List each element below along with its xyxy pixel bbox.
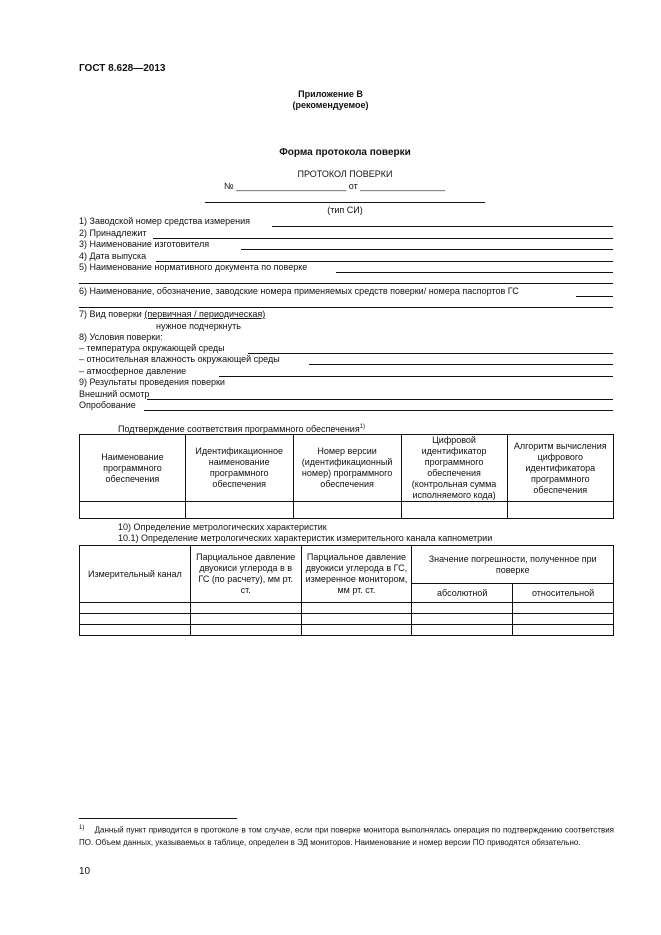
col-header-measured-pressure: Парциальное давление двуокиси углерода в ГС, измеренное монитором, мм рт. ст.	[301, 546, 412, 603]
field-results: 9) Результаты проведения поверки	[79, 377, 225, 387]
field-normative-doc: 5) Наименование нормативного документа по поверке	[79, 262, 308, 272]
table-cell[interactable]	[80, 603, 191, 614]
software-caption: Подтверждение соответствия программного обеспечения$^{1)}$	[118, 424, 366, 434]
field-testing: Опробование	[79, 400, 136, 410]
table-row	[80, 603, 614, 614]
field-pressure: – атмосферное давление	[79, 366, 187, 376]
field-normative-doc-line-2[interactable]	[79, 283, 613, 284]
field-temperature-line[interactable]	[248, 353, 613, 354]
field-verification-type-label: 7) Вид поверки	[79, 309, 145, 319]
field-pressure-line[interactable]	[219, 376, 613, 377]
col-header-abs: абсолютной	[412, 584, 513, 603]
field-owner: 2) Принадлежит	[79, 228, 147, 238]
col-header-rel: относительной	[513, 584, 614, 603]
si-type-caption: (тип СИ)	[327, 205, 363, 215]
table-cell[interactable]	[301, 603, 412, 614]
field-verification-means: 6) Наименование, обозначение, заводские номера применяемых средств поверки/ номера паспортов ГС	[79, 286, 519, 296]
document-header: ГОСТ 8.628—2013	[79, 63, 166, 74]
field-verification-means-line[interactable]	[576, 296, 613, 297]
field-serial-number: 1) Заводской номер средства измерения	[79, 216, 251, 226]
protocol-number-line: № ______________________ от _________________	[224, 181, 446, 191]
table-cell[interactable]	[301, 625, 412, 636]
table-cell[interactable]	[412, 625, 513, 636]
table-cell[interactable]	[190, 614, 301, 625]
footnote-ref: 1)	[359, 424, 366, 430]
table-cell[interactable]	[80, 614, 191, 625]
field-verification-type-hint: нужное подчеркнуть	[156, 321, 241, 331]
field-visual-inspection: Внешний осмотр	[79, 389, 150, 399]
table-cell[interactable]	[513, 603, 614, 614]
page-number: 10	[79, 866, 91, 877]
table-cell[interactable]	[507, 502, 613, 519]
field-testing-line[interactable]	[144, 410, 613, 411]
metrology-subtitle: 10.1) Определение метрологических характеристик измерительного канала капнометрии	[118, 533, 493, 543]
col-header-sw-name: Наименование программного обеспечения	[80, 435, 186, 502]
col-header-sw-checksum: Цифровой идентификатор программного обеспечения (контрольная сумма исполняемого кода)	[401, 435, 507, 502]
field-production-date: 4) Дата выпуска	[79, 251, 147, 261]
metrology-table	[79, 545, 614, 636]
table-row	[80, 625, 614, 636]
field-manufacturer: 3) Наименование изготовителя	[79, 239, 210, 249]
software-table	[79, 434, 614, 519]
table-header-row	[80, 435, 614, 502]
table-header-row	[80, 546, 614, 584]
field-verification-type	[79, 309, 265, 320]
field-temperature: – температура окружающей среды	[79, 343, 225, 353]
col-header-sw-algorithm: Алгоритм вычисления цифрового идентификатора программного обеспечения	[507, 435, 613, 502]
field-humidity: – относительная влажность окружающей среды	[79, 354, 280, 364]
table-cell[interactable]	[513, 614, 614, 625]
field-humidity-line[interactable]	[309, 364, 613, 365]
footnote	[79, 822, 614, 849]
col-header-sw-version: Номер версии (идентификационный номер) программного обеспечения	[293, 435, 401, 502]
col-header-sw-id-name: Идентификационное наименование программного обеспечения	[185, 435, 293, 502]
footnote-text: Данный пункт приводится в протоколе в том случае, если при поверке монитора выполнялась операция по подтверждению соответствия ПО. Объем данных, указываемых в таблице, определен в ЭД мониторов. Наименование и номер версии ПО приводятся обязательно.	[79, 825, 615, 847]
col-header-error: Значение погрешности, полученное при поверке	[412, 546, 614, 584]
table-row	[80, 502, 614, 519]
appendix-title: Приложение В	[298, 89, 363, 99]
table-cell[interactable]	[185, 502, 293, 519]
table-cell[interactable]	[401, 502, 507, 519]
field-owner-line[interactable]	[153, 238, 613, 239]
table-row	[80, 614, 614, 625]
protocol-title: ПРОТОКОЛ ПОВЕРКИ	[297, 169, 393, 179]
table-cell[interactable]	[412, 603, 513, 614]
table-cell[interactable]	[190, 603, 301, 614]
metrology-title: 10) Определение метрологических характеристик	[118, 522, 327, 532]
field-verification-type-value[interactable]: (первичная / периодическая)	[144, 309, 266, 319]
col-header-channel: Измерительный канал	[80, 546, 191, 603]
footnote-separator	[79, 818, 237, 819]
table-cell[interactable]	[301, 614, 412, 625]
col-header-calc-pressure: Парциальное давление двуокиси углерода в в ГС (по расчету), мм рт. ст.	[190, 546, 301, 603]
table-cell[interactable]	[80, 625, 191, 636]
field-visual-inspection-line[interactable]	[147, 399, 613, 400]
footnote-mark: 1)	[79, 825, 85, 831]
form-title: Форма протокола поверки	[279, 147, 411, 158]
table-cell[interactable]	[513, 625, 614, 636]
table-cell[interactable]	[293, 502, 401, 519]
appendix-note: (рекомендуемое)	[292, 100, 369, 110]
field-manufacturer-line[interactable]	[241, 249, 613, 250]
field-conditions: 8) Условия поверки:	[79, 332, 163, 342]
field-normative-doc-line[interactable]	[336, 272, 613, 273]
table-cell[interactable]	[190, 625, 301, 636]
table-cell[interactable]	[80, 502, 186, 519]
field-verification-means-line-2[interactable]	[79, 307, 613, 308]
table-cell[interactable]	[412, 614, 513, 625]
field-serial-number-line[interactable]	[272, 226, 613, 227]
si-type-line	[205, 202, 485, 203]
